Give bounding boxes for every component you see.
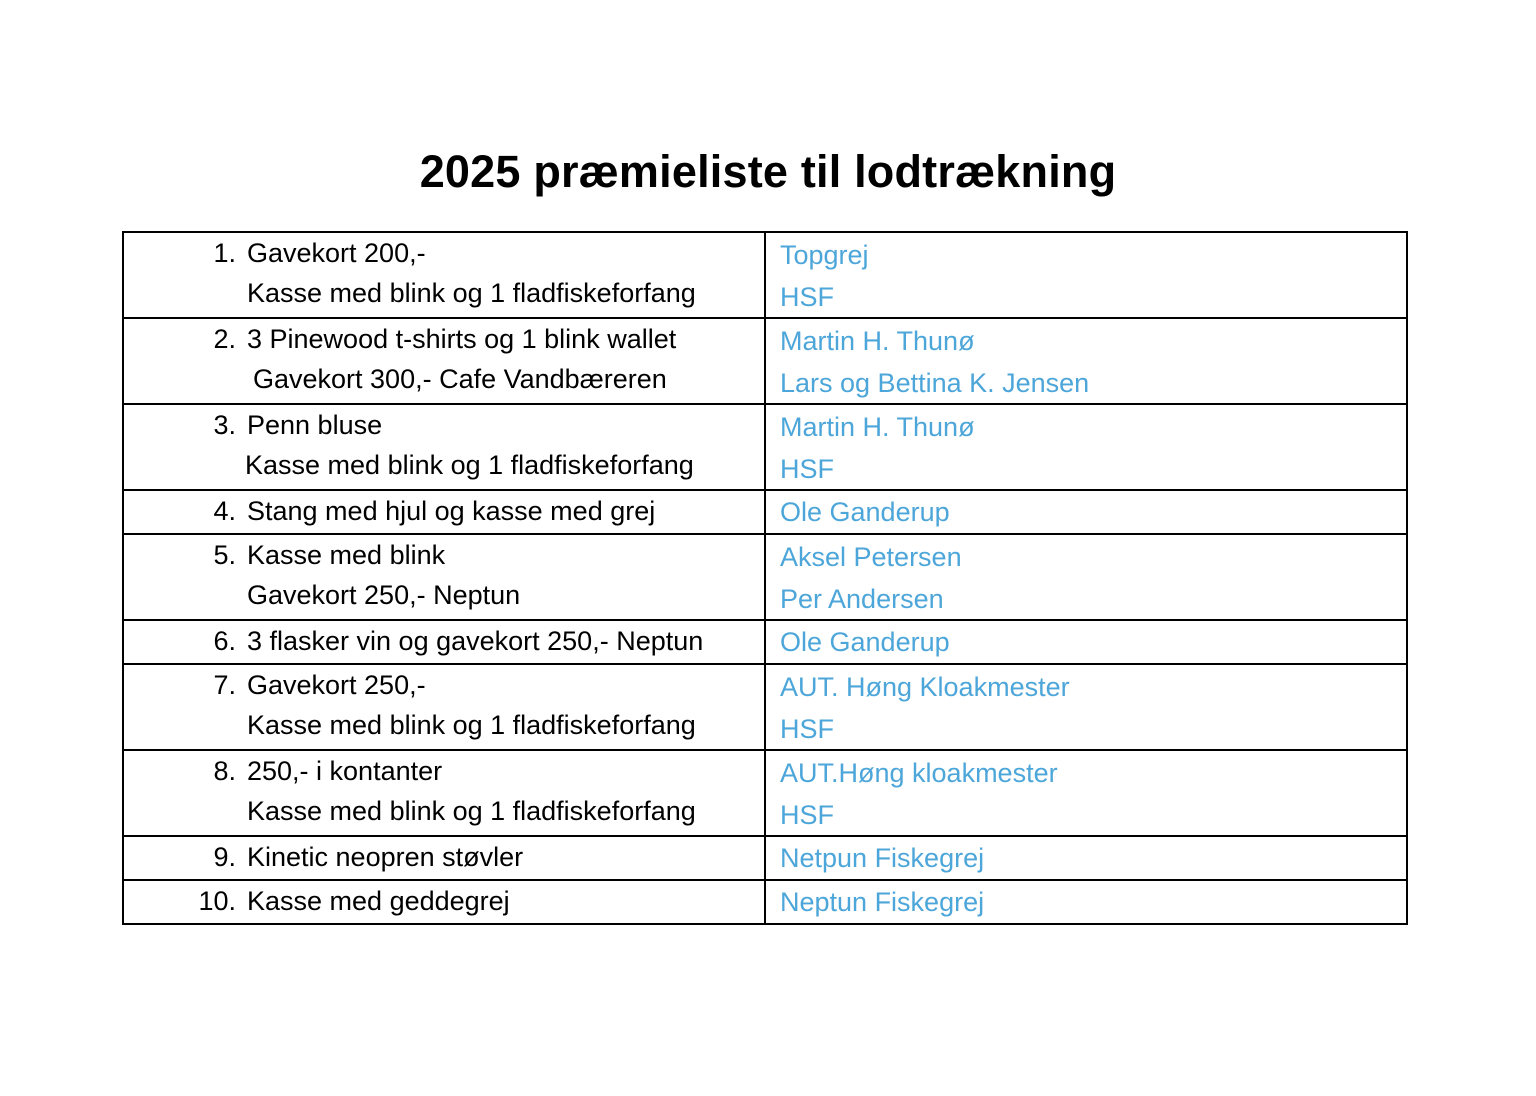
prize-line bbox=[124, 621, 764, 661]
prize-number: 7. bbox=[213, 670, 236, 700]
prize-cell bbox=[123, 490, 765, 534]
prize-line bbox=[124, 359, 764, 399]
prize-cell bbox=[123, 880, 765, 924]
prize-table bbox=[122, 231, 1408, 925]
prize-number: 1. bbox=[213, 238, 236, 268]
prize-number: 8. bbox=[213, 756, 236, 786]
donor-name: Netpun Fiskegrej bbox=[780, 843, 985, 873]
table-row bbox=[123, 750, 1407, 836]
table-row bbox=[123, 232, 1407, 318]
prize-cell bbox=[123, 836, 765, 880]
prize-cell bbox=[123, 750, 765, 836]
prize-number: 9. bbox=[213, 842, 236, 872]
prize-text: 3 flasker vin og gavekort 250,- Neptun bbox=[247, 626, 704, 656]
donor-name: Neptun Fiskegrej bbox=[780, 887, 985, 917]
donor-name: AUT. Høng Kloakmester bbox=[780, 672, 1070, 702]
prize-text: Kasse med blink og 1 fladfiskeforfang bbox=[245, 450, 694, 480]
prize-line bbox=[124, 751, 764, 791]
donor-cell bbox=[765, 620, 1407, 664]
donor-name: Ole Ganderup bbox=[780, 627, 950, 657]
prize-text: Gavekort 200,- bbox=[247, 238, 426, 268]
table-row bbox=[123, 490, 1407, 534]
prize-number: 6. bbox=[213, 626, 236, 656]
prize-cell bbox=[123, 534, 765, 620]
prize-cell bbox=[123, 664, 765, 750]
donor-name: Ole Ganderup bbox=[780, 497, 950, 527]
prize-text: 3 Pinewood t-shirts og 1 blink wallet bbox=[247, 324, 677, 354]
prize-number: 4. bbox=[213, 496, 236, 526]
page-title: 2025 præmieliste til lodtrækning bbox=[419, 146, 1117, 197]
prize-text: Kinetic neopren støvler bbox=[247, 842, 524, 872]
prize-line bbox=[124, 233, 764, 273]
prize-number: 5. bbox=[213, 540, 236, 570]
prize-line bbox=[124, 705, 764, 745]
donor-cell bbox=[765, 750, 1407, 836]
donor-name: Topgrej bbox=[780, 240, 869, 270]
table-row bbox=[123, 880, 1407, 924]
donor-name: HSF bbox=[780, 282, 834, 312]
prize-text: Gavekort 250,- Neptun bbox=[247, 580, 521, 610]
donor-cell bbox=[765, 664, 1407, 750]
donor-cell bbox=[765, 404, 1407, 490]
table-row bbox=[123, 534, 1407, 620]
table-row bbox=[123, 620, 1407, 664]
prize-line bbox=[124, 665, 764, 705]
prize-cell bbox=[123, 318, 765, 404]
prize-line bbox=[124, 405, 764, 445]
prize-line bbox=[124, 837, 764, 877]
prize-text: Penn bluse bbox=[247, 410, 383, 440]
donor-cell bbox=[765, 232, 1407, 318]
prize-cell bbox=[123, 620, 765, 664]
prize-text: Stang med hjul og kasse med grej bbox=[247, 496, 656, 526]
prize-number: 3. bbox=[213, 410, 236, 440]
prize-line bbox=[124, 445, 764, 485]
donor-cell bbox=[765, 836, 1407, 880]
prize-text: Kasse med blink og 1 fladfiskeforfang bbox=[247, 710, 696, 740]
donor-name: HSF bbox=[780, 454, 834, 484]
prize-line bbox=[124, 273, 764, 313]
prize-line bbox=[124, 491, 764, 531]
prize-line bbox=[124, 791, 764, 831]
prize-text: Kasse med blink og 1 fladfiskeforfang bbox=[247, 796, 696, 826]
prize-cell bbox=[123, 232, 765, 318]
table-row bbox=[123, 318, 1407, 404]
table-row bbox=[123, 836, 1407, 880]
prize-text: Kasse med blink bbox=[247, 540, 446, 570]
donor-name: HSF bbox=[780, 714, 834, 744]
prize-text: Gavekort 300,- Cafe Vandbæreren bbox=[253, 364, 667, 394]
donor-name: Aksel Petersen bbox=[780, 542, 962, 572]
donor-name: Lars og Bettina K. Jensen bbox=[780, 368, 1090, 398]
donor-cell bbox=[765, 880, 1407, 924]
prize-number: 2. bbox=[213, 324, 236, 354]
donor-name: Per Andersen bbox=[780, 584, 944, 614]
donor-name: Martin H. Thunø bbox=[780, 412, 975, 442]
prize-line bbox=[124, 535, 764, 575]
donor-cell bbox=[765, 490, 1407, 534]
donor-cell bbox=[765, 534, 1407, 620]
table-row bbox=[123, 664, 1407, 750]
donor-name: HSF bbox=[780, 800, 834, 830]
prize-text: Kasse med blink og 1 fladfiskeforfang bbox=[247, 278, 696, 308]
table-row bbox=[123, 404, 1407, 490]
prize-cell bbox=[123, 404, 765, 490]
donor-name: Martin H. Thunø bbox=[780, 326, 975, 356]
prize-line bbox=[124, 575, 764, 615]
donor-cell bbox=[765, 318, 1407, 404]
prize-number: 10. bbox=[198, 886, 236, 916]
prize-line bbox=[124, 319, 764, 359]
prize-text: 250,- i kontanter bbox=[247, 756, 443, 786]
donor-name: AUT.Høng kloakmester bbox=[780, 758, 1058, 788]
prize-text: Gavekort 250,- bbox=[247, 670, 426, 700]
prize-line bbox=[124, 881, 764, 921]
prize-text: Kasse med geddegrej bbox=[247, 886, 510, 916]
